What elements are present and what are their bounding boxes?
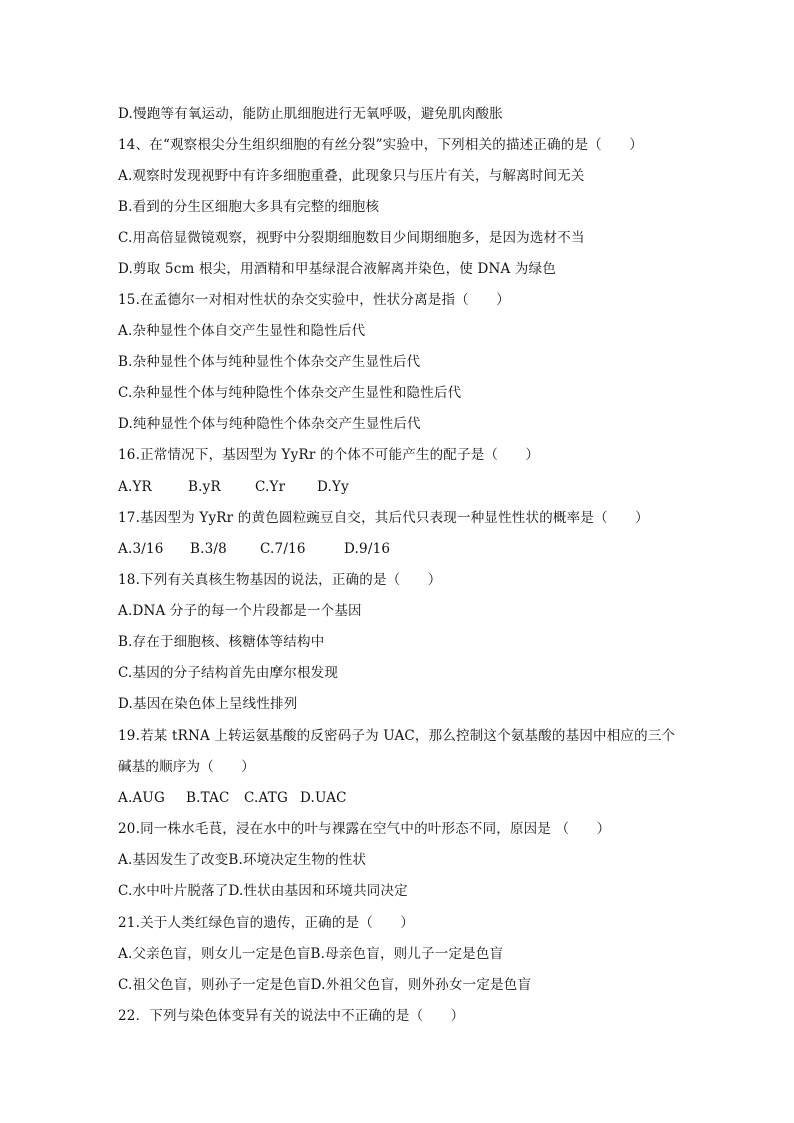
- option-line: B.看到的分生区细胞大多具有完整的细胞核: [118, 199, 380, 215]
- option-line: C.用高倍显微镜观察，视野中分裂期细胞数目少间期细胞多，是因为选材不当: [118, 230, 585, 246]
- option-line: D.纯种显性个体与纯种隐性个体杂交产生显性后代: [118, 416, 421, 432]
- option-line: D.剪取 5cm 根尖，用酒精和甲基绿混合液解离并染色，使 DNA 为绿色: [118, 261, 557, 277]
- question-20: 20.同一株水毛茛，浸在水中的叶与裸露在空气中的叶形态不同，原因是 （ ）: [118, 821, 611, 837]
- question-21: 21.关于人类红绿色盲的遗传，正确的是（ ）: [118, 915, 415, 931]
- option-line: D.基因在染色体上呈线性排列: [118, 696, 298, 712]
- question-15: 15.在孟德尔一对相对性状的杂交实验中，性状分离是指（ ）: [118, 292, 510, 308]
- option-line: A.基因发生了改变B.环境决定生物的性状: [118, 852, 367, 868]
- option-b: B.yR: [188, 479, 221, 495]
- option-line: C.杂种显性个体与纯种隐性个体杂交产生显性和隐性后代: [118, 385, 462, 401]
- option-line: A.杂种显性个体自交产生显性和隐性后代: [118, 323, 366, 339]
- question-19: 19.若某 tRNA 上转运氨基酸的反密码子为 UAC，那么控制这个氨基酸的基因中相应的三个: [118, 728, 676, 744]
- option-line: C.基因的分子结构首先由摩尔根发现: [118, 665, 339, 681]
- option-d: D.9/16: [344, 541, 391, 557]
- option-a: A.AUG: [118, 790, 165, 806]
- question-19-cont: 碱基的顺序为（ ）: [118, 759, 255, 775]
- option-a: A.3/16: [118, 541, 164, 557]
- option-d: D.UAC: [300, 790, 347, 806]
- q19-options: [118, 788, 347, 808]
- text-line: D.慢跑等有氧运动，能防止肌细胞进行无氧呼吸，避免肌肉酸胀: [118, 106, 503, 122]
- question-16: 16.正常情况下，基因型为 YyRr 的个体不可能产生的配子是（ ）: [118, 447, 540, 463]
- question-17: 17.基因型为 YyRr 的黄色圆粒豌豆自交，其后代只表现一种显性性状的概率是（ ）: [118, 510, 649, 526]
- option-line: B.存在于细胞核、核糖体等结构中: [118, 634, 325, 650]
- option-line: A.父亲色盲，则女儿一定是色盲B.母亲色盲，则儿子一定是色盲: [118, 946, 504, 962]
- question-18: 18.下列有关真核生物基因的说法，正确的是（ ）: [118, 572, 442, 588]
- question-22: 22．下列与染色体变异有关的说法中不正确的是（ ）: [118, 1008, 465, 1024]
- option-line: A.观察时发现视野中有许多细胞重叠，此现象只与压片有关，与解离时间无关: [118, 168, 585, 184]
- option-line: A.DNA 分子的每一个片段都是一个基因: [118, 603, 362, 619]
- option-b: B.3/8: [190, 541, 227, 557]
- option-line: C.水中叶片脱落了D.性状由基因和环境共同决定: [118, 883, 408, 899]
- option-c: C.7/16: [260, 541, 306, 557]
- option-line: B.杂种显性个体与纯种显性个体杂交产生显性后代: [118, 354, 421, 370]
- option-c: C.Yr: [255, 479, 286, 495]
- option-c: C.ATG: [244, 790, 288, 806]
- option-d: D.Yy: [317, 479, 349, 495]
- option-line: C.祖父色盲，则孙子一定是色盲D.外祖父色盲，则外孙女一定是色盲: [118, 977, 532, 993]
- q16-options: [118, 477, 349, 497]
- option-a: A.YR: [118, 479, 152, 495]
- question-14: 14、在“观察根尖分生组织细胞的有丝分裂”实验中，下列相关的描述正确的是（ ）: [118, 137, 643, 153]
- option-b: B.TAC: [186, 790, 230, 806]
- q17-options: [118, 539, 390, 559]
